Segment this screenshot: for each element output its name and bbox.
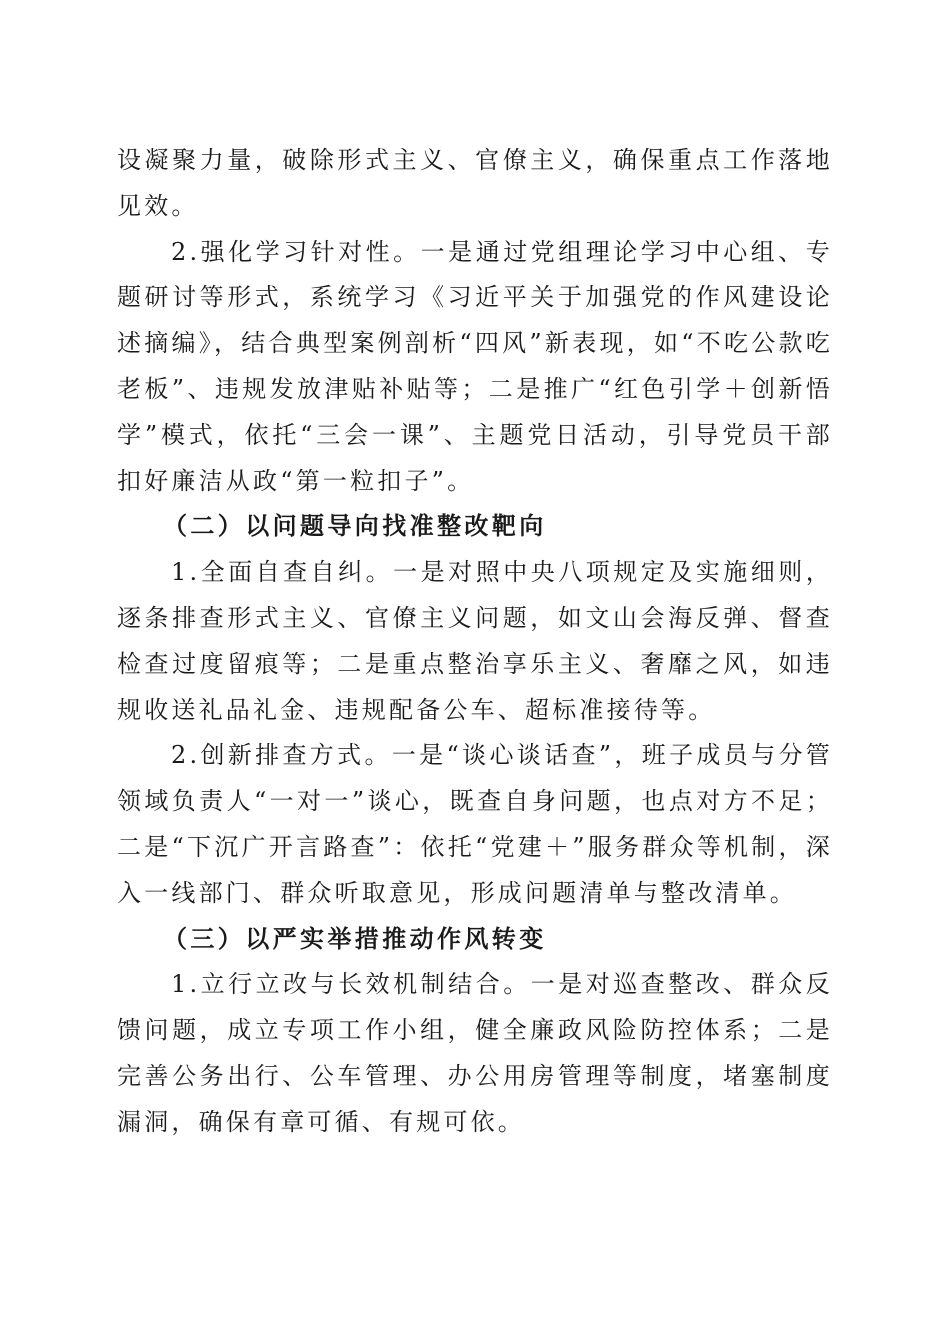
section-heading-2: （二）以问题导向找准整改靶向: [163, 512, 547, 541]
paragraph-strengthen-learning: 2.强化学习针对性。一是通过党组理论学习中心组、专题研讨等形式，系统学习《习近平关于加强党的作风建设论述摘编》，结合典型案例剖析“四风”新表现，如“不吃公款吃老板”、违规发放津贴补贴等；二是推广“红色引学＋创新悟学”模式，依托“三会一课”、主题党日活动，引导党员干部扣好廉洁从政“第一粒扣子”。: [117, 237, 833, 495]
paragraph-self-inspection: 1.全面自查自纠。一是对照中央八项规定及实施细则，逐条排查形式主义、官僚主义问题，如文山会海反弹、督查检查过度留痕等；二是重点整治享乐主义、奢靡之风，如违规收送礼品礼金、违规配备公车、超标准接待等。: [117, 558, 833, 724]
paragraph-continuation: 设凝聚力量，破除形式主义、官僚主义，确保重点工作落地见效。: [117, 146, 833, 220]
paragraph-innovative-inspection: 2.创新排查方式。一是“谈心谈话查”，班子成员与分管领域负责人“一对一”谈心，既查自身问题，也点对方不足；二是“下沉广开言路查”：依托“党建＋”服务群众等机制，深入一线部门、群众听取意见，形成问题清单与整改清单。: [117, 741, 833, 907]
section-heading-3: （三）以严实举措推动作风转变: [163, 924, 547, 953]
paragraph-rectification-mechanism: 1.立行立改与长效机制结合。一是对巡查整改、群众反馈问题，成立专项工作小组，健全廉政风险防控体系；二是完善公务出行、公车管理、办公用房管理等制度，堵塞制度漏洞，确保有章可循、有规可依。: [117, 970, 833, 1136]
document-body: [117, 138, 833, 1146]
